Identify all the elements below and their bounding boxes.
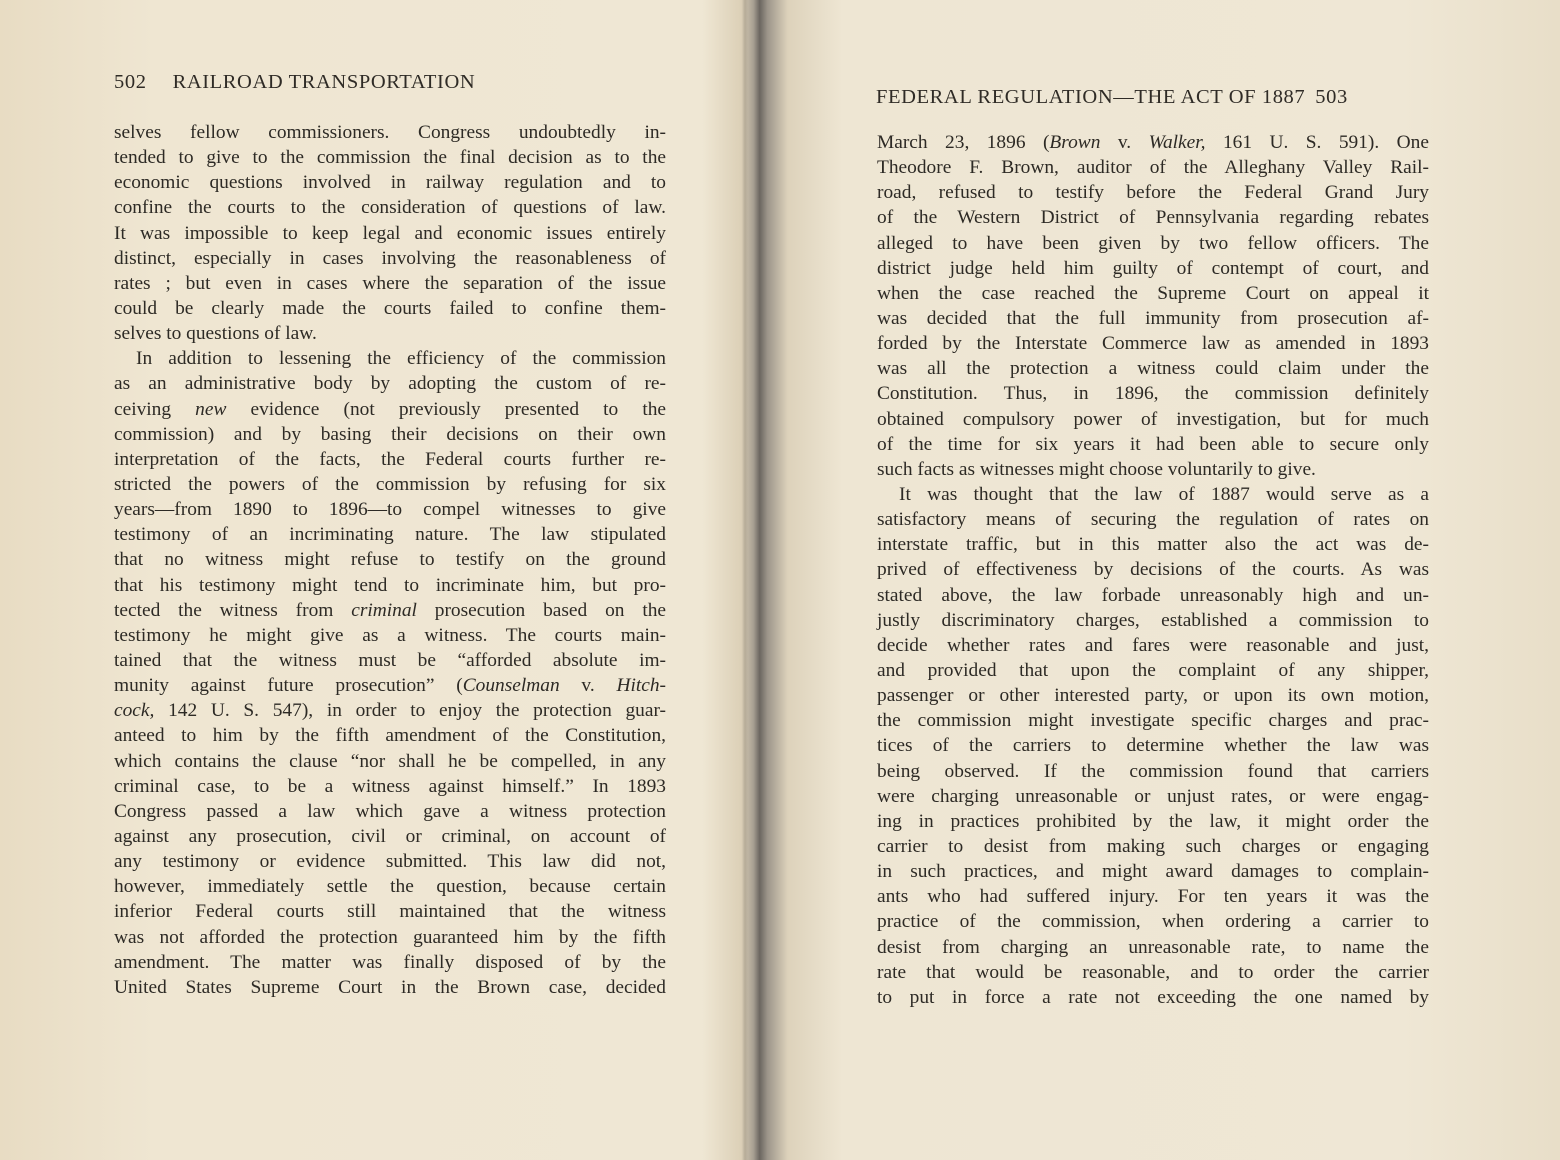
text-line [877,834,1429,859]
text-span: stated above, the law forbade unreasonably high and un- [877,584,1429,606]
text-span: desist from charging an unreasonable rate, to name the [877,936,1429,958]
text-span: confine the courts to the consideration of questions of law. [114,197,666,219]
text-span: years—from 1890 to 1896—to compel witnesses to give [114,499,666,521]
text-span: ceiving [114,398,196,420]
text-line [877,356,1429,381]
text-span: v. [559,675,617,697]
left-page-body [114,120,666,1000]
text-span: commission) and by basing their decisions on their own [114,423,666,445]
text-line [114,271,666,296]
text-line [877,759,1429,784]
text-span: selves to questions of law. [114,323,317,345]
text-span: could be clearly made the courts failed to confine them- [114,297,666,319]
text-line [114,170,666,195]
text-line [114,899,666,924]
text-span: decide whether rates and fares were reasonable and just, [877,634,1429,656]
text-span: It was impossible to keep legal and economic issues entirely [114,222,666,244]
text-span: anteed to him by the fifth amendment of the Constitution, [114,725,666,747]
text-span: testimony he might give as a witness. The courts main- [114,624,666,646]
text-span: district judge held him guilty of contempt of court, and [877,257,1429,279]
text-line [877,331,1429,356]
italic-text: Hitch- [616,675,666,697]
text-span: criminal case, to be a witness against himself.” In 1893 [114,775,666,797]
text-line [114,246,666,271]
text-span: evidence (not previously presented to the [226,398,667,420]
text-span: to put in force a rate not exceeding the one named by [877,986,1429,1008]
left-running-head [114,71,475,94]
text-span: Congress passed a law which gave a witness protection [114,800,666,822]
text-span: were charging unreasonable or unjust rates, or were engag- [877,785,1429,807]
text-span: It was thought that the law of 1887 would serve as a [899,483,1429,505]
text-line [877,985,1429,1010]
text-line [114,975,666,1000]
text-span: rates ; but even in cases where the separation of the issue [114,272,666,294]
text-span: Constitution. Thus, in 1896, the commission definitely [877,383,1429,405]
text-line [877,407,1429,432]
text-span: was decided that the full immunity from prosecution af- [877,307,1429,329]
text-line [877,180,1429,205]
text-span: of the time for six years it had been able to secure only [877,433,1429,455]
text-span: and provided that upon the complaint of any shipper, [877,659,1429,681]
text-line [877,130,1429,155]
text-span: 161 U. S. 591). One [1205,132,1429,153]
text-line [114,723,666,748]
italic-text: Brown [1049,132,1101,153]
text-line [114,422,666,447]
text-span: prived of effectiveness by decisions of the courts. As was [877,559,1429,581]
text-span: testimony of an incriminating nature. The law stipulated [114,524,666,546]
text-line [877,708,1429,733]
text-span: justly discriminatory charges, established a commission to [877,609,1429,631]
text-line [877,809,1429,834]
text-span: was all the protection a witness could claim under the [877,358,1429,380]
text-line [114,296,666,321]
text-line [114,824,666,849]
text-line [877,683,1429,708]
left-page-number: 502 [114,71,147,93]
text-line [877,935,1429,960]
text-span: tected the witness from [114,599,352,621]
text-line [114,397,666,422]
text-span: that no witness might refuse to testify on the ground [114,549,666,571]
text-line [877,960,1429,985]
text-line [877,457,1429,482]
text-span: inferior Federal courts still maintained that the witness [114,901,666,923]
text-span: however, immediately settle the question, because certain [114,876,666,898]
italic-text: Counselman [462,675,560,697]
text-span: any testimony or evidence submitted. This law did not, [114,851,666,873]
text-span: being observed. If the commission found that carriers [877,760,1429,782]
text-span: as an administrative body by adopting the custom of re- [114,373,666,395]
left-running-title: RAILROAD TRANSPORTATION [172,71,476,93]
text-span: 142 U. S. 547), in order to enjoy the protection guar- [154,700,666,722]
text-span: tended to give to the commission the final decision as to the [114,147,666,169]
text-span: obtained compulsory power of investigation, but for much [877,408,1429,430]
text-span: road, refused to testify before the Federal Grand Jury [877,182,1429,204]
text-line [877,532,1429,557]
text-span: In addition to lessening the efficiency of the commission [136,348,666,370]
text-line [877,432,1429,457]
text-span: tices of the carriers to determine whether the law was [877,735,1429,757]
text-line [877,306,1429,331]
text-line [114,598,666,623]
text-span: Theodore F. Brown, auditor of the Alleghany Valley Rail- [877,157,1429,179]
text-line [114,573,666,598]
text-line [877,557,1429,582]
text-span: interpretation of the facts, the Federal courts further re- [114,448,666,470]
text-span: ing in practices prohibited by the law, it might order the [877,810,1429,832]
text-span: tained that the witness must be “afforded absolute im- [114,649,666,671]
text-span: passenger or other interested party, or upon its own motion, [877,685,1429,707]
text-line [877,633,1429,658]
text-line [114,673,666,698]
text-span: United States Supreme Court in the Brown case, decided [114,976,666,998]
text-span: of the Western District of Pennsylvania regarding rebates [877,207,1429,229]
text-line [114,195,666,220]
italic-text: cock, [114,700,155,722]
text-line [877,608,1429,633]
text-span: that his testimony might tend to incriminate him, but pro- [114,574,666,596]
text-line [877,281,1429,306]
text-line [114,648,666,673]
text-line [877,884,1429,909]
text-span: interstate traffic, but in this matter also the act was de- [877,534,1429,556]
text-line [114,522,666,547]
text-span: munity against future prosecution” ( [114,675,463,697]
text-line [877,256,1429,281]
italic-text: Walker, [1148,132,1206,153]
text-span: was not afforded the protection guaranteed him by the fifth [114,926,666,948]
text-span: prosecution based on the [416,599,667,621]
text-line [114,472,666,497]
text-line [114,849,666,874]
text-line [114,371,666,396]
text-line [114,145,666,170]
right-page-body [877,130,1429,1010]
text-span: practice of the commission, when ordering a carrier to [877,911,1429,933]
text-line [114,698,666,723]
text-span: stricted the powers of the commission by refusing for six [114,473,666,495]
text-line [114,221,666,246]
text-line [877,859,1429,884]
text-span: alleged to have been given by two fellow officers. The [877,232,1429,254]
text-line [877,507,1429,532]
text-span: which contains the clause “nor shall he be compelled, in any [114,750,666,772]
text-span: selves fellow commissioners. Congress undoubtedly in- [114,122,666,143]
text-span: distinct, especially in cases involving the reasonableness of [114,247,666,269]
text-line [114,447,666,472]
text-line [114,925,666,950]
text-span: v. [1100,132,1149,153]
text-span: economic questions involved in railway regulation and to [114,172,666,194]
text-line [114,774,666,799]
text-span: when the case reached the Supreme Court on appeal it [877,282,1429,304]
text-line [114,120,666,145]
text-line [114,799,666,824]
italic-text: new [195,398,227,420]
text-line [877,231,1429,256]
text-line [114,321,666,346]
text-line [114,874,666,899]
text-span: rate that would be reasonable, and to order the carrier [877,961,1429,983]
text-line [114,497,666,522]
right-running-head [876,86,1348,109]
text-line [877,482,1429,507]
text-span: against any prosecution, civil or criminal, on account of [114,825,666,847]
text-span: in such practices, and might award damages to complain- [877,861,1429,883]
text-line [114,749,666,774]
text-line [114,950,666,975]
right-page-number: 503 [1315,86,1348,108]
right-running-title: FEDERAL REGULATION—THE ACT OF 1887 [876,86,1306,108]
text-span: March 23, 1896 ( [877,132,1050,153]
text-span: amendment. The matter was finally disposed of by the [114,951,666,973]
text-line [877,583,1429,608]
text-line [877,909,1429,934]
italic-text: criminal [351,599,417,621]
text-span: carrier to desist from making such charges or engaging [877,835,1429,857]
text-line [877,381,1429,406]
text-line [877,733,1429,758]
gutter-shadow [742,0,748,1160]
text-line [114,547,666,572]
text-span: the commission might investigate specific charges and prac- [877,710,1429,732]
text-line [877,205,1429,230]
text-line [877,658,1429,683]
text-line [877,155,1429,180]
text-span: ants who had suffered injury. For ten years it was the [877,886,1429,908]
text-span: such facts as witnesses might choose voluntarily to give. [877,458,1316,480]
text-span: forded by the Interstate Commerce law as amended in 1893 [877,333,1429,355]
text-line [877,784,1429,809]
text-line [114,623,666,648]
text-span: satisfactory means of securing the regulation of rates on [877,509,1429,531]
text-line [114,346,666,371]
